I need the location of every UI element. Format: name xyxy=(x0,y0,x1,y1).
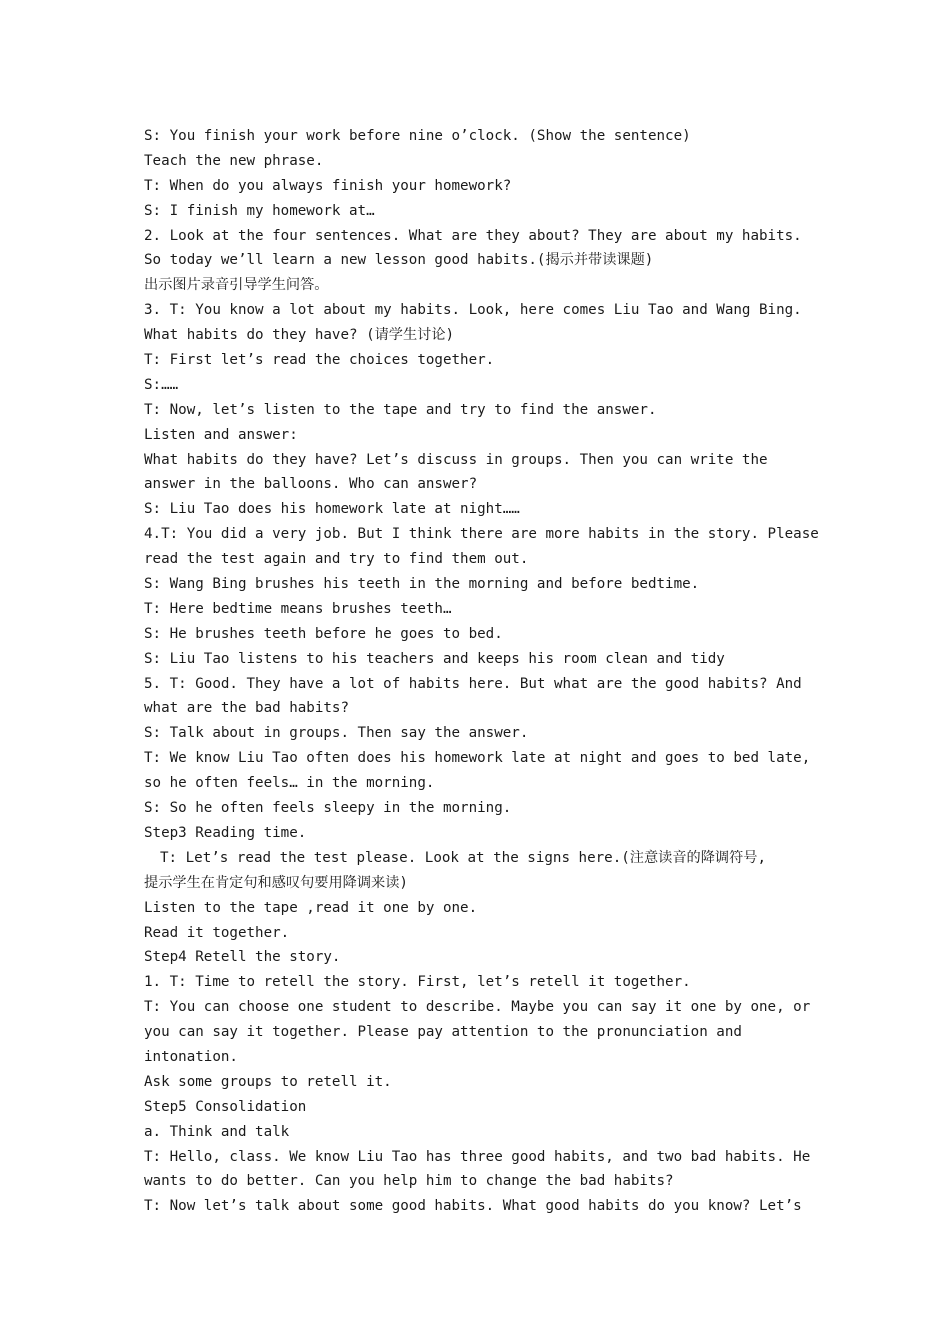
text-line: S: You finish your work before nine o’clock. (Show the sentence) xyxy=(144,128,691,144)
text-line: 1. T: Time to retell the story. First, let’s retell it together. xyxy=(144,974,691,991)
text-line: Ask some groups to retell it. xyxy=(144,1073,392,1090)
text-line: T: First let’s read the choices together. xyxy=(144,352,495,369)
text-line: S: I finish my homework at… xyxy=(144,202,375,219)
text-line: S: Wang Bing brushes his teeth in the morning and before bedtime. xyxy=(144,576,700,593)
text-line: Read it together. xyxy=(144,924,290,941)
text-line: 出示图片录音引导学生问答。 xyxy=(144,277,329,294)
text-line: S: Talk about in groups. Then say the answer. xyxy=(144,725,529,742)
text-line: S:…… xyxy=(144,376,179,393)
text-line: wants to do better. Can you help him to change the bad habits? xyxy=(144,1173,674,1190)
text-line: Listen to the tape ,read it one by one. xyxy=(144,899,478,916)
text-line: intonation. xyxy=(144,1048,238,1065)
text-line: T: Hello, class. We know Liu Tao has three good habits, and two bad habits. He xyxy=(144,1148,811,1165)
text-line: answer in the balloons. Who can answer? xyxy=(144,476,478,493)
text-line: T: Now, let’s listen to the tape and try to find the answer. xyxy=(144,401,657,418)
text-line: What habits do they have? Let’s discuss in groups. Then you can write the xyxy=(144,451,768,468)
text-line: 4.T: You did a very job. But I think there are more habits in the story. Please xyxy=(144,526,819,543)
text-line: T: Now let’s talk about some good habits. What good habits do you know? Let’s xyxy=(144,1198,802,1215)
text-line: S: He brushes teeth before he goes to bed. xyxy=(144,625,503,642)
text-line: T: Let’s read the test please. Look at the signs here.(注意读音的降调符号, xyxy=(160,849,767,866)
text-line: 5. T: Good. They have a lot of habits here. But what are the good habits? And xyxy=(144,675,802,692)
text-line: you can say it together. Please pay attention to the pronunciation and xyxy=(144,1024,742,1041)
text-line: 提示学生在肯定句和感叹句要用降调来读) xyxy=(144,874,408,891)
text-line: S: So he often feels sleepy in the morning. xyxy=(144,800,512,817)
text-line: so he often feels… in the morning. xyxy=(144,775,435,792)
text-line: what are the bad habits? xyxy=(144,700,349,717)
document-body xyxy=(144,124,824,1219)
text-line: S: Liu Tao does his homework late at night…… xyxy=(144,501,520,518)
text-line: S: Liu Tao listens to his teachers and keeps his room clean and tidy xyxy=(144,650,725,667)
text-line: a. Think and talk xyxy=(144,1123,290,1140)
step-heading: Step4 Retell the story. xyxy=(144,949,341,966)
text-line: T: Here bedtime means brushes teeth… xyxy=(144,600,452,617)
text-line: Teach the new phrase. xyxy=(144,152,324,169)
text-line: Listen and answer: xyxy=(144,426,298,443)
text-line: What habits do they have? (请学生讨论) xyxy=(144,327,455,344)
text-line: T: We know Liu Tao often does his homework late at night and goes to bed late, xyxy=(144,750,811,767)
text-line: T: You can choose one student to describe. Maybe you can say it one by one, or xyxy=(144,999,811,1016)
text-line: 3. T: You know a lot about my habits. Look, here comes Liu Tao and Wang Bing. xyxy=(144,302,802,319)
text-line: 2. Look at the four sentences. What are they about? They are about my habits. xyxy=(144,227,802,244)
step-heading: Step3 Reading time. xyxy=(144,824,307,841)
text-line: T: When do you always finish your homework? xyxy=(144,177,512,194)
step-heading: Step5 Consolidation xyxy=(144,1098,307,1115)
text-line: So today we’ll learn a new lesson good habits.(揭示并带读课题) xyxy=(144,252,654,269)
text-line: read the test again and try to find them out. xyxy=(144,551,529,568)
